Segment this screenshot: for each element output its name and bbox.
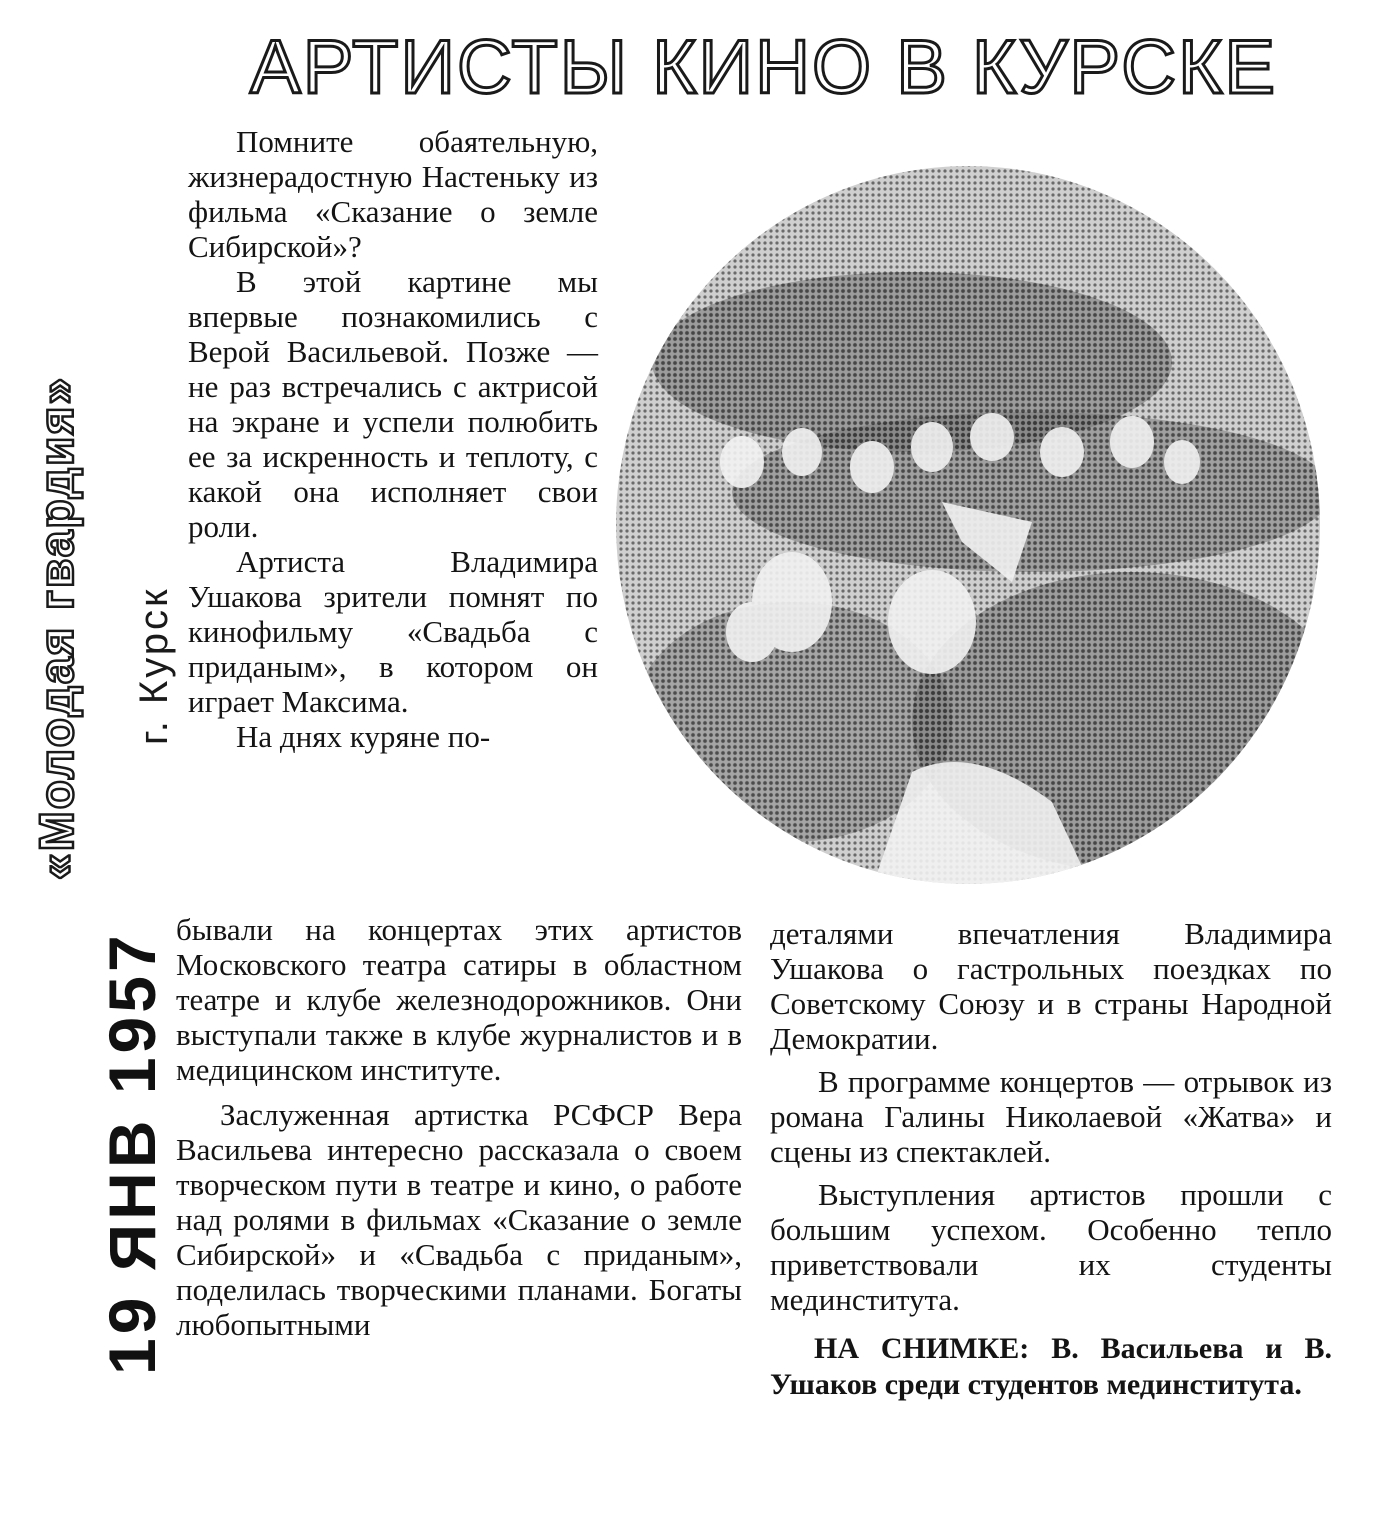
paragraph: деталями впечатления Владимира Ушакова о гастрольных поездках по Советскому Союзу и в страны Народной Демократии. <box>770 916 1332 1056</box>
photo-caption: НА СНИМКЕ: В. Васильева и В. Ушаков среди студентов мединститута. <box>770 1332 1332 1401</box>
paragraph: На днях куряне по- <box>236 719 491 754</box>
city-stamp: г. Курск <box>132 586 176 745</box>
article-column-2 <box>176 912 742 1342</box>
newspaper-source-stamp: «Молодая гвардия» <box>31 375 84 880</box>
photo-circle <box>612 162 1324 888</box>
article-column-3 <box>770 916 1332 1403</box>
paragraph: Заслуженная артистка РСФСР Вера Васильева интересно рассказала о своем творческом пути в театре и кино, о работе над ролями в фильмах «Сказание о земле Сибирской» и «Свадьба с приданым», поделилась творческими планами. Богаты любопытными <box>176 1097 742 1342</box>
paragraph: Выступления артистов прошли с большим успехом. Особенно тепло приветствовали их студенты мединститута. <box>770 1177 1332 1317</box>
paragraph: В этой картине мы впервые познакомились с Верой Васильевой. Позже — не раз встречались с актрисой на экране и успели полюбить ее за искренность и теплоту, с какой она исполняет свои роли. <box>188 264 598 544</box>
paragraph: Помните обаятельную, жизнерадостную Настеньку из фильма «Сказание о земле Сибирской»? <box>188 124 598 264</box>
paragraph: бывали на концертах этих артистов Московского театра сатиры в областном театре и клубе железнодорожников. Они выступали также в клубе журналистов и в медицинском институте. <box>176 912 742 1087</box>
paragraph: Артиста Владимира Ушакова зрители помнят по кинофильму «Свадьба с приданым», в котором он играет Максима. <box>188 544 598 719</box>
date-stamp: 19 ЯНВ 1957 <box>95 931 169 1375</box>
headline: АРТИСТЫ КИНО В КУРСКЕ <box>250 25 1278 110</box>
article-column-1 <box>188 124 598 754</box>
paragraph: В программе концертов — отрывок из романа Галины Николаевой «Жатва» и сцены из спектаклей. <box>770 1064 1332 1169</box>
